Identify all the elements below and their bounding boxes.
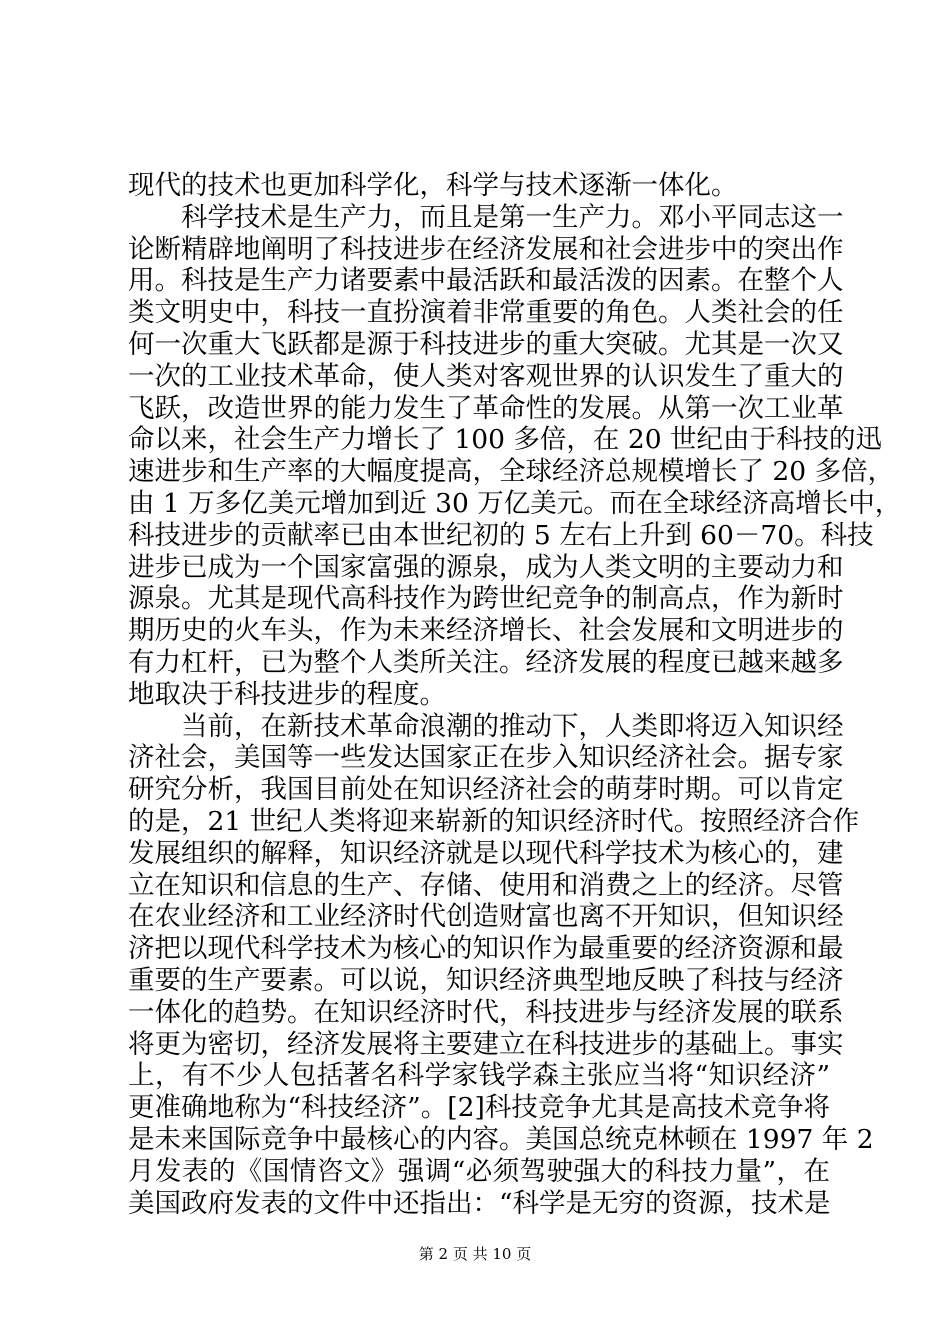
- text-line: 科技进步的贡献率已由本世纪初的 5 左右上升到 60－70。科技: [128, 519, 874, 551]
- text-line: 当前，在新技术革命浪潮的推动下，人类即将迈入知识经: [128, 710, 844, 742]
- text-line: 进步已成为一个国家富强的源泉，成为人类文明的主要动力和: [128, 551, 844, 583]
- text-line: 一次的工业技术革命，使人类对客观世界的认识发生了重大的: [128, 360, 844, 392]
- text-line: 由 1 万多亿美元增加到近 30 万亿美元。而在全球经济高增长中，: [128, 487, 902, 519]
- text-line: 地取决于科技进步的程度。: [128, 678, 446, 710]
- text-line: 发展组织的解释，知识经济就是以现代科学技术为核心的，建: [128, 837, 844, 869]
- text-line: 在农业经济和工业经济时代创造财富也离不开知识，但知识经: [128, 901, 844, 933]
- text-line: 期历史的火车头，作为未来经济增长、社会发展和文明进步的: [128, 615, 844, 647]
- text-line: 速进步和生产率的大幅度提高，全球经济总规模增长了 20 多倍，: [128, 456, 895, 488]
- text-line: 科学技术是生产力，而且是第一生产力。邓小平同志这一: [128, 201, 844, 233]
- text-line: 美国政府发表的文件中还指出：“科学是无穷的资源，技术是: [128, 1187, 831, 1219]
- text-line: 现代的技术也更加科学化，科学与技术逐渐一体化。: [128, 170, 738, 201]
- text-line: 命以来，社会生产力增长了 100 多倍，在 20 世纪由于科技的迅: [128, 424, 882, 456]
- text-line: 上，有不少人包括著名科学家钱学森主张应当将“知识经济”: [128, 1060, 830, 1092]
- text-line: 济社会，美国等一些发达国家正在步入知识经济社会。据专家: [128, 742, 844, 774]
- text-line: 论断精辟地阐明了科技进步在经济发展和社会进步中的突出作: [128, 233, 844, 265]
- page-number-footer: 第 2 页 共 10 页: [418, 1245, 532, 1263]
- text-line: 济把以现代科学技术为核心的知识作为最重要的经济资源和最: [128, 933, 844, 965]
- text-line: 立在知识和信息的生产、存储、使用和消费之上的经济。尽管: [128, 869, 844, 901]
- text-line: 研究分析，我国目前处在知识经济社会的萌芽时期。可以肯定: [128, 774, 844, 806]
- text-line: 将更为密切，经济发展将主要建立在科技进步的基础上。事实: [128, 1028, 844, 1060]
- text-line: 用。科技是生产力诸要素中最活跃和最活泼的因素。在整个人: [128, 265, 844, 297]
- text-line: 何一次重大飞跃都是源于科技进步的重大突破。尤其是一次又: [128, 328, 844, 360]
- document-body: [128, 170, 902, 1219]
- text-line: 的是，21 世纪人类将迎来崭新的知识经济时代。按照经济合作: [128, 805, 860, 837]
- text-line: 更准确地称为“科技经济”。[2]科技竞争尤其是高技术竞争将: [128, 1092, 830, 1124]
- text-line: 类文明史中，科技一直扮演着非常重要的角色。人类社会的任: [128, 297, 844, 329]
- text-line: 有力杠杆，已为整个人类所关注。经济发展的程度已越来越多: [128, 646, 844, 678]
- text-line: 月发表的《国情咨文》强调“必须驾驶强大的科技力量”，在: [128, 1155, 830, 1187]
- text-line: 源泉。尤其是现代高科技作为跨世纪竞争的制高点，作为新时: [128, 583, 844, 615]
- text-line: 一体化的趋势。在知识经济时代，科技进步与经济发展的联系: [128, 996, 844, 1028]
- text-line: 飞跃，改造世界的能力发生了革命性的发展。从第一次工业革: [128, 392, 844, 424]
- text-line: 是未来国际竞争中最核心的内容。美国总统克林顿在 1997 年 2: [128, 1123, 874, 1155]
- text-line: 重要的生产要素。可以说，知识经济典型地反映了科技与经济: [128, 964, 844, 996]
